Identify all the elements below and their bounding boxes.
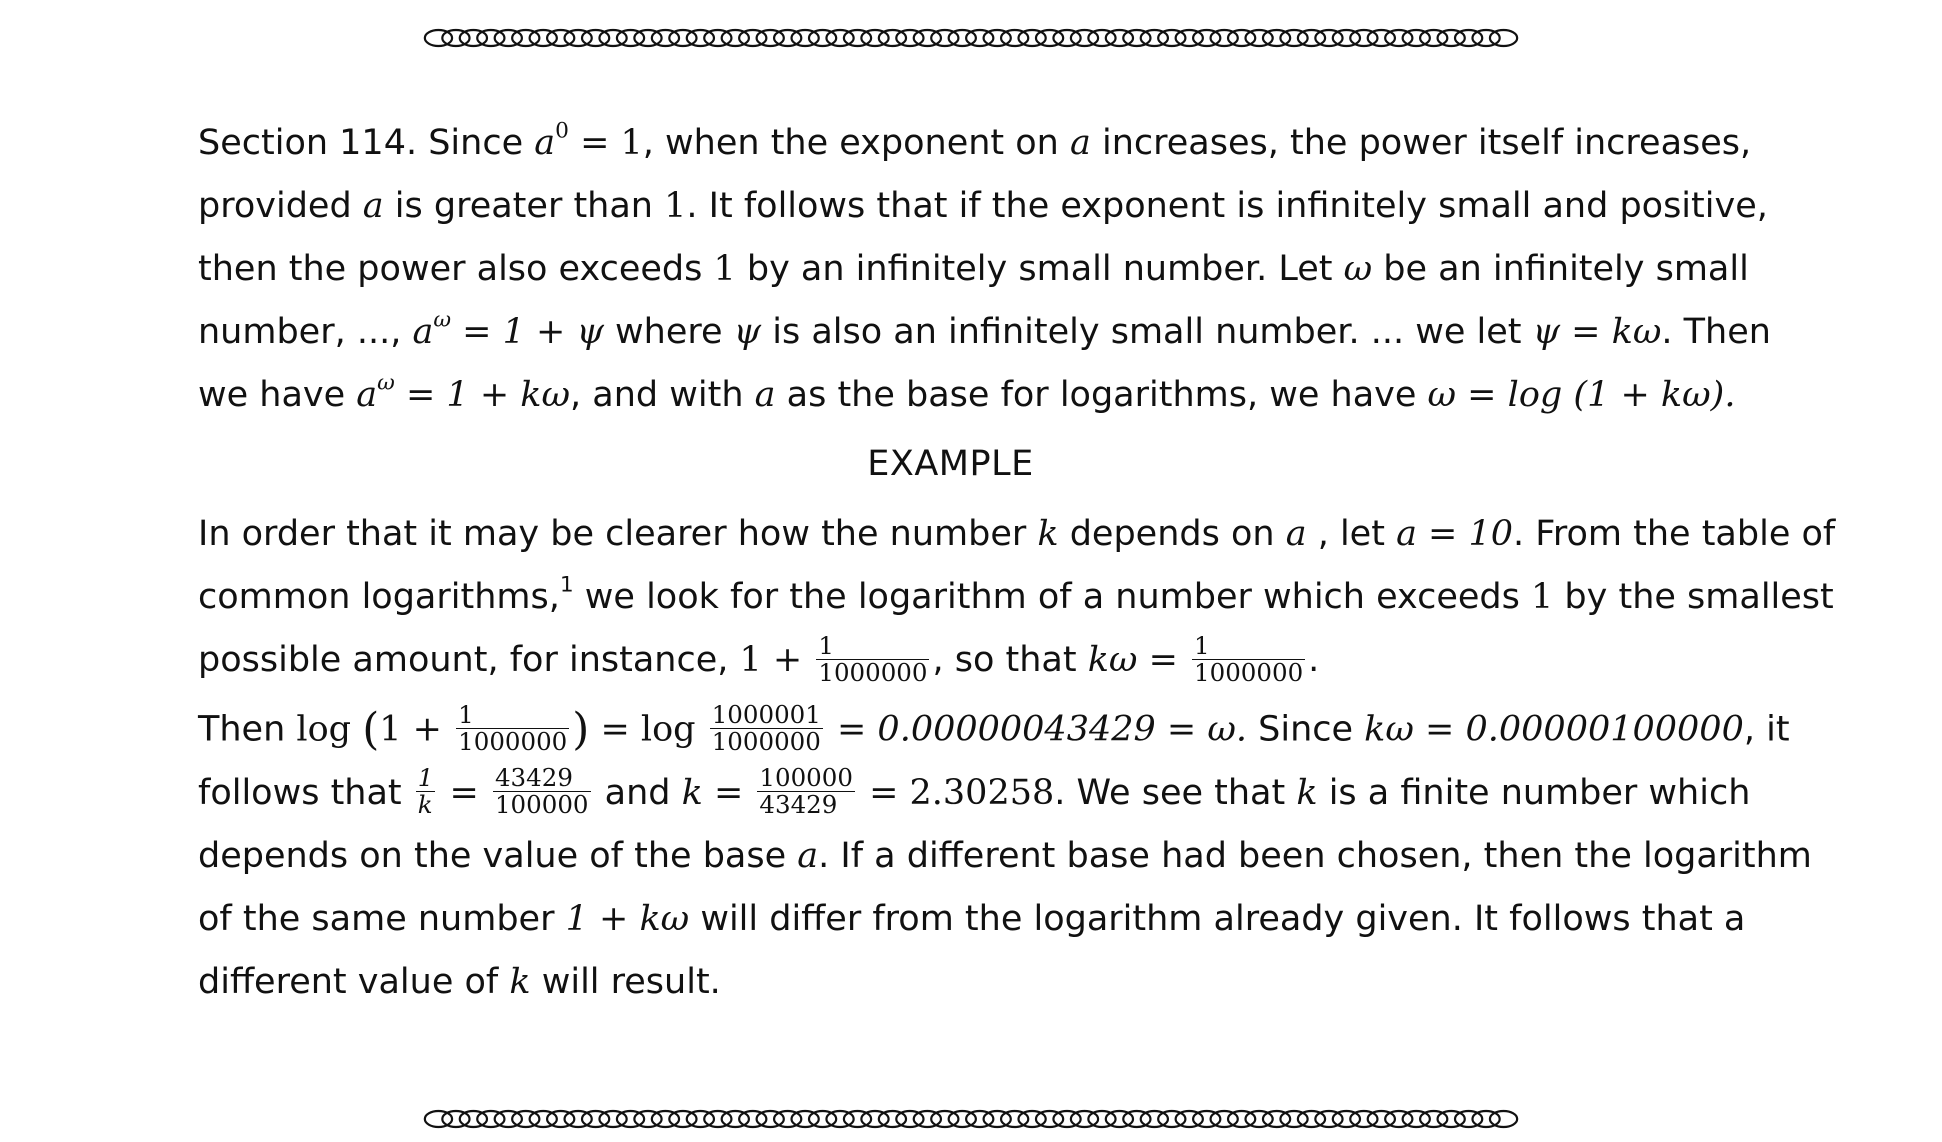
text-run: . From the table of <box>1513 514 1836 554</box>
math-number: 1 <box>664 186 687 226</box>
text-run: is also an infinitely small number. ... we let <box>761 312 1533 352</box>
text-run: of the same number <box>198 898 566 939</box>
math-var: a <box>797 835 819 876</box>
math-expr: k = <box>681 772 755 813</box>
section-114-paragraph <box>198 112 1771 427</box>
chain-link <box>1490 1111 1517 1127</box>
math-expr: = <box>438 772 490 813</box>
fraction-denominator: k <box>417 790 433 819</box>
math-expr: ω = log (1 + kω). <box>1427 375 1736 415</box>
fraction-denominator: 1000000 <box>458 727 568 756</box>
fraction <box>416 765 436 817</box>
fraction-numerator: 1 <box>816 633 929 660</box>
math-exponent: 0 <box>555 118 569 144</box>
math-expr: = 1 + kω <box>394 375 571 415</box>
fraction-denominator: 43429 <box>759 790 838 819</box>
line <box>198 951 1703 1014</box>
line <box>198 566 1834 629</box>
line <box>198 238 1749 301</box>
fraction <box>710 702 823 754</box>
math-var: ψ <box>733 312 762 352</box>
math-expr: = 1 <box>568 123 643 163</box>
math-var: a <box>356 375 378 415</box>
text-run: we look for the logarithm of a number which exceeds <box>573 577 1532 617</box>
text-run: depends on <box>1058 514 1286 554</box>
math-expr: 1 + <box>739 640 814 680</box>
math-var: k <box>1037 514 1059 554</box>
fraction-numerator: 1 <box>1192 633 1305 660</box>
text-run: depends on the value of the base <box>198 835 798 876</box>
math-expr: kω = 0.00000100000 <box>1364 709 1744 750</box>
fraction-numerator: 100000 <box>759 763 853 793</box>
math-var: k <box>509 961 531 1002</box>
text-run: , it <box>1743 709 1790 750</box>
fraction-denominator: 100000 <box>494 790 589 819</box>
text-run: is greater than <box>383 186 665 226</box>
line <box>198 825 1812 888</box>
text-run: Then <box>198 709 297 750</box>
text-run: will differ from the logarithm already given. It follows that a <box>689 898 1746 939</box>
bottom-chain-ornament <box>421 1107 1521 1131</box>
text-run: In order that it may be clearer how the number <box>198 514 1038 554</box>
line <box>198 888 1746 951</box>
example-heading: EXAMPLE <box>867 444 1034 484</box>
text-run: then the power also exceeds <box>198 249 714 289</box>
math-var: ω <box>1343 249 1373 289</box>
text-body <box>198 112 1836 1014</box>
math-var: k <box>1296 772 1318 813</box>
text-run: , when the exponent on <box>642 123 1070 163</box>
text-run: is a finite number which <box>1317 772 1751 813</box>
math-expr: 1 + kω <box>565 898 690 939</box>
fraction-numerator: 1 <box>417 763 434 793</box>
text-run: , and with <box>570 375 755 415</box>
math-expr: = 1 + ψ <box>451 312 604 352</box>
text-run: possible amount, for instance, <box>198 640 740 680</box>
example-paragraph-2 <box>198 698 1812 1014</box>
text-run: increases, the power itself increases, <box>1090 123 1752 163</box>
line <box>198 301 1771 364</box>
math-paren: ) <box>572 704 590 755</box>
math-var: a <box>412 312 434 352</box>
text-run: as the base for logarithms, we have <box>775 375 1428 415</box>
math-var: a <box>1070 123 1091 163</box>
text-run: number, ..., <box>198 312 413 352</box>
fraction-denominator: 1000000 <box>1194 657 1304 687</box>
text-run: be an infinitely small <box>1372 249 1749 289</box>
text-run: Since <box>1247 709 1365 750</box>
math-log: log <box>296 709 363 750</box>
math-expr: 1 + <box>379 709 454 750</box>
math-exponent: ω <box>377 370 395 396</box>
text-run: . <box>1308 640 1320 680</box>
math-var: a <box>362 186 384 226</box>
text-run: by an infinitely small number. Let <box>735 249 1344 289</box>
math-expr: ψ = kω <box>1532 312 1662 352</box>
math-paren: ( <box>362 704 380 755</box>
math-var: a <box>534 123 556 163</box>
math-number: 1 <box>1531 577 1554 617</box>
fraction <box>493 765 591 817</box>
line <box>198 503 1836 566</box>
fraction <box>757 765 855 817</box>
text-run: different value of <box>198 961 510 1002</box>
math-expr: kω = <box>1087 640 1190 680</box>
top-chain-ornament <box>421 26 1521 50</box>
text-run: . We see that <box>1054 772 1297 813</box>
math-var: a <box>1285 514 1307 554</box>
fraction <box>456 702 569 754</box>
fraction <box>1192 630 1305 687</box>
line <box>198 364 1736 427</box>
line <box>198 175 1768 238</box>
text-run: . It follows that if the exponent is infinitely small and positive, <box>686 186 1768 226</box>
line <box>198 629 1703 692</box>
text-run: . If a different base had been chosen, then the logarithm <box>818 835 1812 876</box>
text-run: follows that <box>198 772 413 813</box>
text-run: will result. <box>530 961 721 1002</box>
math-number: 1 <box>713 249 736 289</box>
line <box>198 698 1790 762</box>
math-expr: a = 10 <box>1396 514 1514 554</box>
text-run: by the smallest <box>1553 577 1834 617</box>
footnote-marker[interactable]: 1 <box>559 572 574 598</box>
math-exponent: ω <box>433 307 452 333</box>
math-var: a <box>754 375 776 415</box>
fraction <box>816 630 929 687</box>
text-run: , let <box>1306 514 1397 554</box>
fraction-denominator: 1000000 <box>711 727 821 756</box>
chain-link <box>1490 30 1517 46</box>
line <box>198 112 1752 175</box>
text-run: . Then <box>1661 312 1771 352</box>
text-run: we have <box>198 375 357 415</box>
text-run: where <box>603 312 734 352</box>
fraction-numerator: 43429 <box>493 765 591 792</box>
fraction-numerator: 1000001 <box>711 700 821 730</box>
text-run: Section 114. Since <box>198 123 535 163</box>
fraction-numerator: 1 <box>456 702 569 729</box>
example-paragraph-1 <box>198 503 1836 692</box>
fraction-denominator: 1000000 <box>818 657 928 687</box>
math-expr: = log <box>589 709 707 750</box>
math-expr: = 0.00000043429 = ω. <box>825 709 1248 750</box>
text-run: common logarithms, <box>198 577 560 617</box>
text-run: provided <box>198 186 363 226</box>
text-run: , so that <box>932 640 1088 680</box>
math-expr: = 2.30258 <box>857 772 1055 813</box>
text-run: and <box>593 772 682 813</box>
line <box>198 762 1751 825</box>
